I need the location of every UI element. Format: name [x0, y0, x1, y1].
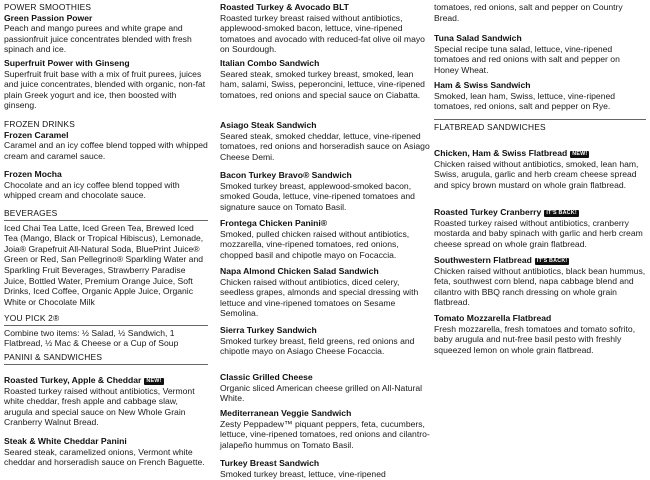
- new-badge: NEW!: [146, 378, 162, 384]
- menu-item-turkey-cranberry-flatbread: [434, 207, 646, 249]
- item-desc: Smoked turkey breast, applewood-smoked bacon, smoked Gouda, lettuce, vine-ripened tomatoes and signature sauce on Tomato Basil.: [220, 180, 415, 212]
- section-beverages: [4, 208, 208, 307]
- item-desc: Special recipe tuna salad, lettuce, vine-ripened tomatoes and red onions with salt and pepper on Honey Wheat.: [434, 43, 620, 75]
- section-panini-sandwiches: [4, 352, 208, 367]
- menu-item-frontega-chicken: [220, 218, 430, 260]
- item-name: Sierra Turkey Sandwich: [220, 325, 317, 335]
- section-frozen-drinks: [4, 119, 208, 161]
- item-desc: Organic sliced American cheese grilled on All-Natural White.: [220, 382, 423, 404]
- section-you-pick-2: [4, 313, 208, 349]
- section-flatbread: [434, 118, 646, 133]
- menu-item-classic-grilled-cheese: [220, 372, 430, 404]
- item-name: Frontega Chicken Panini®: [220, 218, 328, 228]
- menu-item-tomato-mozzarella-flatbread: [434, 313, 646, 355]
- item-name-text: Southwestern Flatbread: [434, 255, 532, 265]
- item-name-text: Roasted Turkey Cranberry: [434, 207, 542, 217]
- item-desc: Peach and mango purees and white grape and passionfruit juice concentrates blended with fresh spinach and ice.: [4, 23, 192, 55]
- item-name: [434, 148, 646, 159]
- item-name: Frozen Caramel: [4, 129, 69, 140]
- item-name-text: Roasted Turkey, Apple & Cheddar: [4, 375, 142, 385]
- you-pick-desc: Combine two items: ½ Salad, ½ Sandwich, 1 Flatbread, ½ Mac & Cheese or a Cup of Soup: [4, 327, 179, 349]
- menu-item-mediterranean-veggie: [220, 408, 430, 450]
- section-header: FROZEN DRINKS: [4, 119, 75, 129]
- section-header: YOU PICK 2®: [4, 313, 60, 323]
- item-desc: Fresh mozzarella, fresh tomatoes and tomato sofrito, baby arugula and nut-free basil pesto with freshly squeezed lemon on whole grain flatbread.: [434, 323, 636, 355]
- item-name: Roasted Turkey & Avocado BLT: [220, 2, 349, 12]
- item-name: Superfruit Power with Ginseng: [4, 58, 130, 68]
- item-name: Mediterranean Veggie Sandwich: [220, 408, 352, 418]
- item-name: [4, 375, 208, 386]
- menu-item-ham-swiss: [434, 80, 646, 112]
- item-name: Frozen Mocha: [4, 169, 62, 179]
- item-desc: Roasted turkey raised without antibiotics, Vermont white cheddar, fresh apple and cabbage slaw, arugula and special sauce on New Whole Grain Cranberry Walnut Bread.: [4, 385, 195, 428]
- menu-item-turkey-apple-cheddar: [4, 375, 208, 428]
- item-name: [434, 255, 646, 266]
- item-name: [434, 207, 646, 218]
- menu-item-southwestern-flatbread: [434, 255, 646, 308]
- item-name: Tomato Mozzarella Flatbread: [434, 313, 552, 323]
- menu-item-steak-cheddar-panini: [4, 436, 208, 468]
- item-name-text: Chicken, Ham & Swiss Flatbread: [434, 148, 568, 158]
- item-name: Classic Grilled Cheese: [220, 372, 313, 382]
- section-divider: [4, 364, 208, 365]
- item-name: Tuna Salad Sandwich: [434, 33, 522, 43]
- section-divider: [434, 119, 646, 120]
- item-name: Ham & Swiss Sandwich: [434, 80, 531, 90]
- section-divider: [4, 325, 208, 326]
- section-power-smoothies: [4, 2, 208, 55]
- its-back-badge: IT'S BACK!: [536, 258, 568, 264]
- item-desc: Chicken raised without antibiotics, smoked, lean ham, Swiss, arugula, garlic and herb cream cheese spread and spicy brown mustard on whole grain flatbread.: [434, 158, 639, 190]
- item-desc: Zesty Peppadew™ piquant peppers, feta, cucumbers, lettuce, vine-ripened tomatoes, red onions and cilantro-jalapeño hummus on Tomato Basil.: [220, 418, 430, 450]
- item-desc: Roasted turkey raised without antibiotics, cranberry mostarda and baby spinach with garlic and herb cream cheese spread on whole grain flatbread.: [434, 217, 643, 249]
- item-desc: Seared steak, smoked turkey breast, smoked, lean ham, salami, Swiss, peperoncini, lettuce, vine-ripened tomatoes, red onions and special sauce on Ciabatta.: [220, 68, 425, 100]
- item-desc: Chicken raised without antibiotics, black bean hummus, feta, southwest corn blend, napa cabbage blend and cilantro with BBQ ranch dressing on whole grain flatbread.: [434, 265, 646, 308]
- menu-item-bacon-turkey-bravo: [220, 170, 430, 212]
- section-divider: [4, 220, 208, 221]
- item-desc: Smoked turkey breast, field greens, red onions and chipotle mayo on Asiago Cheese Focaccia.: [220, 335, 415, 357]
- item-name: Steak & White Cheddar Panini: [4, 436, 127, 446]
- menu-item-sierra-turkey: [220, 325, 430, 357]
- menu-item-superfruit: [4, 58, 208, 111]
- menu-item-italian-combo: [220, 58, 430, 100]
- item-desc: Seared steak, caramelized onions, Vermont white cheddar and horseradish sauce on French Baguette.: [4, 446, 205, 468]
- item-desc: Chocolate and an icy coffee blend topped with whipped cream and chocolate sauce.: [4, 179, 180, 201]
- item-name: Napa Almond Chicken Salad Sandwich: [220, 266, 379, 276]
- menu-item-turkey-breast: [220, 458, 430, 479]
- item-desc: Chicken raised without antibiotics, diced celery, seedless grapes, almonds and special dressing with lettuce and vine-ripened tomatoes on Sesame Semolina.: [220, 276, 419, 319]
- section-header: PANINI & SANDWICHES: [4, 352, 103, 362]
- menu-item-turkey-breast-cont: [434, 2, 646, 23]
- menu-item-chicken-ham-swiss-flatbread: [434, 148, 646, 190]
- item-desc: Smoked, lean ham, Swiss, lettuce, vine-ripened tomatoes, red onions, salt and pepper on Rye.: [434, 90, 616, 112]
- menu-item-asiago-steak: [220, 120, 430, 162]
- menu-item-frozen-mocha: [4, 169, 208, 201]
- item-desc: tomatoes, red onions, salt and pepper on Country Bread.: [434, 2, 623, 23]
- item-name: Italian Combo Sandwich: [220, 58, 320, 68]
- new-badge: NEW!: [572, 151, 588, 157]
- section-header: BEVERAGES: [4, 208, 58, 218]
- item-name: Green Passion Power: [4, 12, 93, 23]
- section-header: FLATBREAD SANDWICHES: [434, 122, 546, 132]
- item-desc: Roasted turkey breast raised without antibiotics, applewood-smoked bacon, lettuce, vine-ripened tomatoes and avocado with reduced-fat olive oil mayo on Sourdough.: [220, 12, 425, 55]
- item-name: Asiago Steak Sandwich: [220, 120, 317, 130]
- section-header: POWER SMOOTHIES: [4, 2, 92, 12]
- item-desc: Caramel and an icy coffee blend topped with whipped cream and caramel sauce.: [4, 140, 208, 161]
- menu-item-tuna-salad: [434, 33, 646, 75]
- item-desc: Seared steak, smoked cheddar, lettuce, vine-ripened tomatoes, red onions and horseradish sauce on Asiago Cheese Demi.: [220, 130, 430, 162]
- its-back-badge: IT'S BACK!: [546, 210, 577, 216]
- item-desc: Superfruit fruit base with a mix of fruit purees, juices and juice concentrates, blended with organic, non-fat plain Greek yogurt and ice, then boosted with ginseng.: [4, 68, 206, 111]
- item-name: Bacon Turkey Bravo® Sandwich: [220, 170, 352, 180]
- menu-item-napa-almond-chicken: [220, 266, 430, 319]
- item-desc: Smoked turkey breast, lettuce, vine-ripened: [220, 468, 386, 479]
- item-desc: Smoked, pulled chicken raised without antibiotics, mozzarella, vine-ripened tomatoes, red onions, chopped basil and chipotle mayo on Focaccia.: [220, 228, 410, 260]
- menu-item-turkey-avocado-blt: [220, 2, 430, 55]
- item-name: Turkey Breast Sandwich: [220, 458, 320, 468]
- beverages-list: Iced Chai Tea Latte, Iced Green Tea, Brewed Iced Tea (Mango, Black or Tropical Hibiscus), Lemonade, Joia® Grapefruit All-Natural Soda, BluePrint Juice® Green or Red, San Pellegrino® Sparkling Water and Sparkling Fruit Beverages, Strawberry Paradise Juice, Bottled Water, Premium Orange Juice, Soft Drinks, Iced Coffee, Organic Apple Juice, Organic White or Chocolate Milk: [4, 222, 204, 307]
